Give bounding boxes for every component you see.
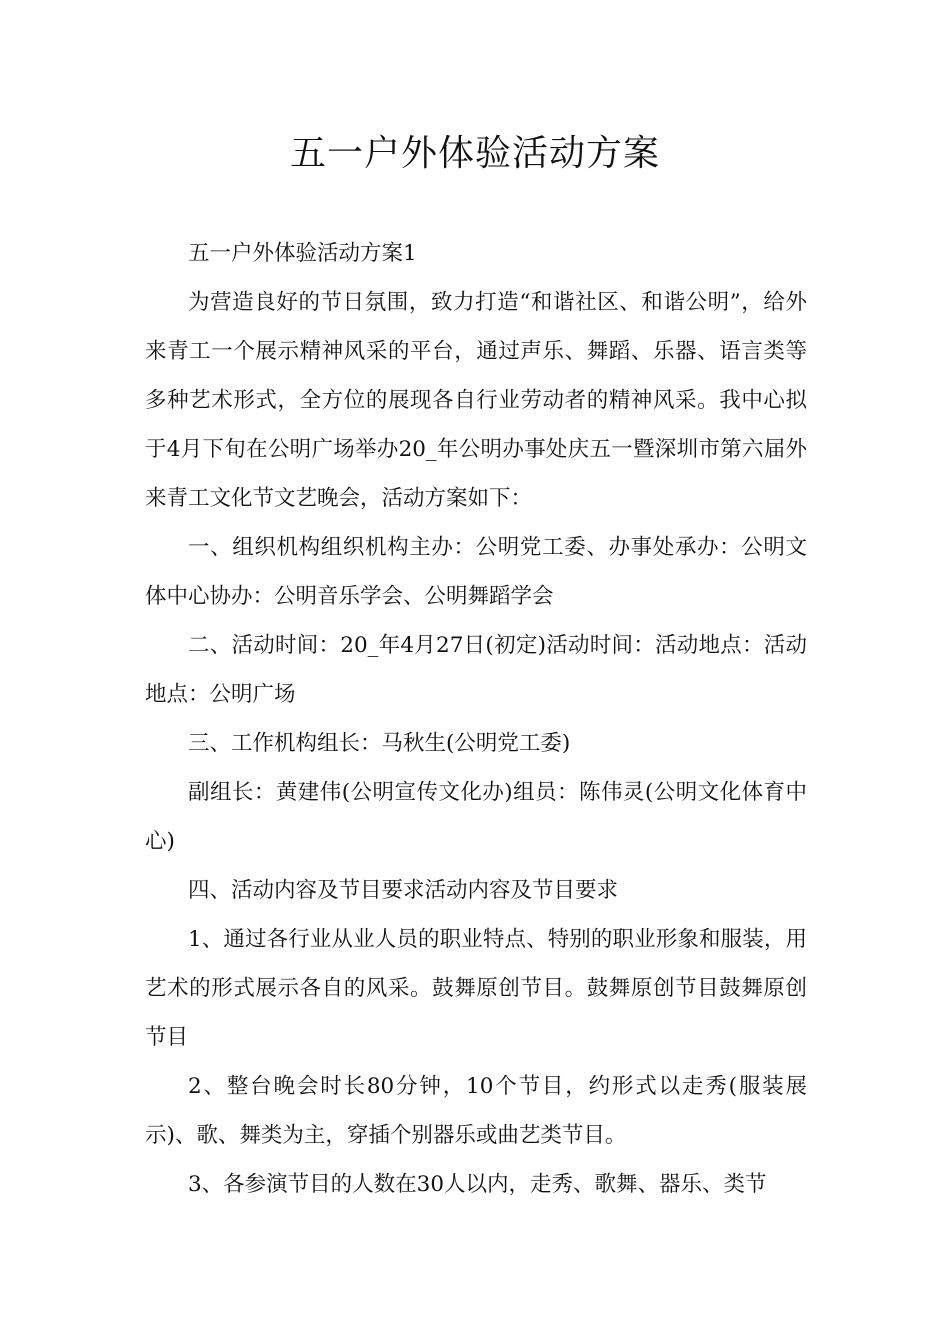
organization-paragraph: 一、组织机构组织机构主办：公明党工委、办事处承办：公明文体中心协办：公明音乐学会、公明舞蹈学会 [145,535,807,609]
document-body [145,229,807,1209]
content-heading-paragraph: 四、活动内容及节目要求活动内容及节目要求 [188,878,619,903]
intro-paragraph: 为营造良好的节日氛围，致力打造“和谐社区、和谐公明”，给外来青工一个展示精神风采的平台，通过声乐、舞蹈、乐器、语言类等多种艺术形式，全方位的展现各自行业劳动者的精神风采。我中心拟于4月下旬在公明广场举办20_年公明办事处庆五一暨深圳市第六届外来青工文化节文艺晚会，活动方案如下： [145,290,807,511]
requirement-3-paragraph: 3、各参演节目的人数在30人以内，走秀、歌舞、器乐、类节 [188,1172,767,1197]
leader-paragraph: 三、工作机构组长：马秋生(公明党工委) [188,731,571,756]
deputy-leader-paragraph: 副组长：黄建伟(公明宣传文化办)组员：陈伟灵(公明文化体育中心) [145,780,807,854]
section-heading: 五一户外体验活动方案1 [188,241,417,266]
requirement-1-paragraph: 1、通过各行业从业人员的职业特点、特别的职业形象和服装，用艺术的形式展示各自的风采。鼓舞原创节目。鼓舞原创节目鼓舞原创节目 [145,927,807,1050]
requirement-2-paragraph: 2、整台晚会时长80分钟，10个节目，约形式以走秀(服装展示)、歌、舞类为主，穿插个别器乐或曲艺类节目。 [145,1074,807,1148]
document-title: 五一户外体验活动方案 [289,133,660,174]
time-location-paragraph: 二、活动时间：20_年4月27日(初定)活动时间：活动地点：活动地点：公明广场 [145,633,807,707]
